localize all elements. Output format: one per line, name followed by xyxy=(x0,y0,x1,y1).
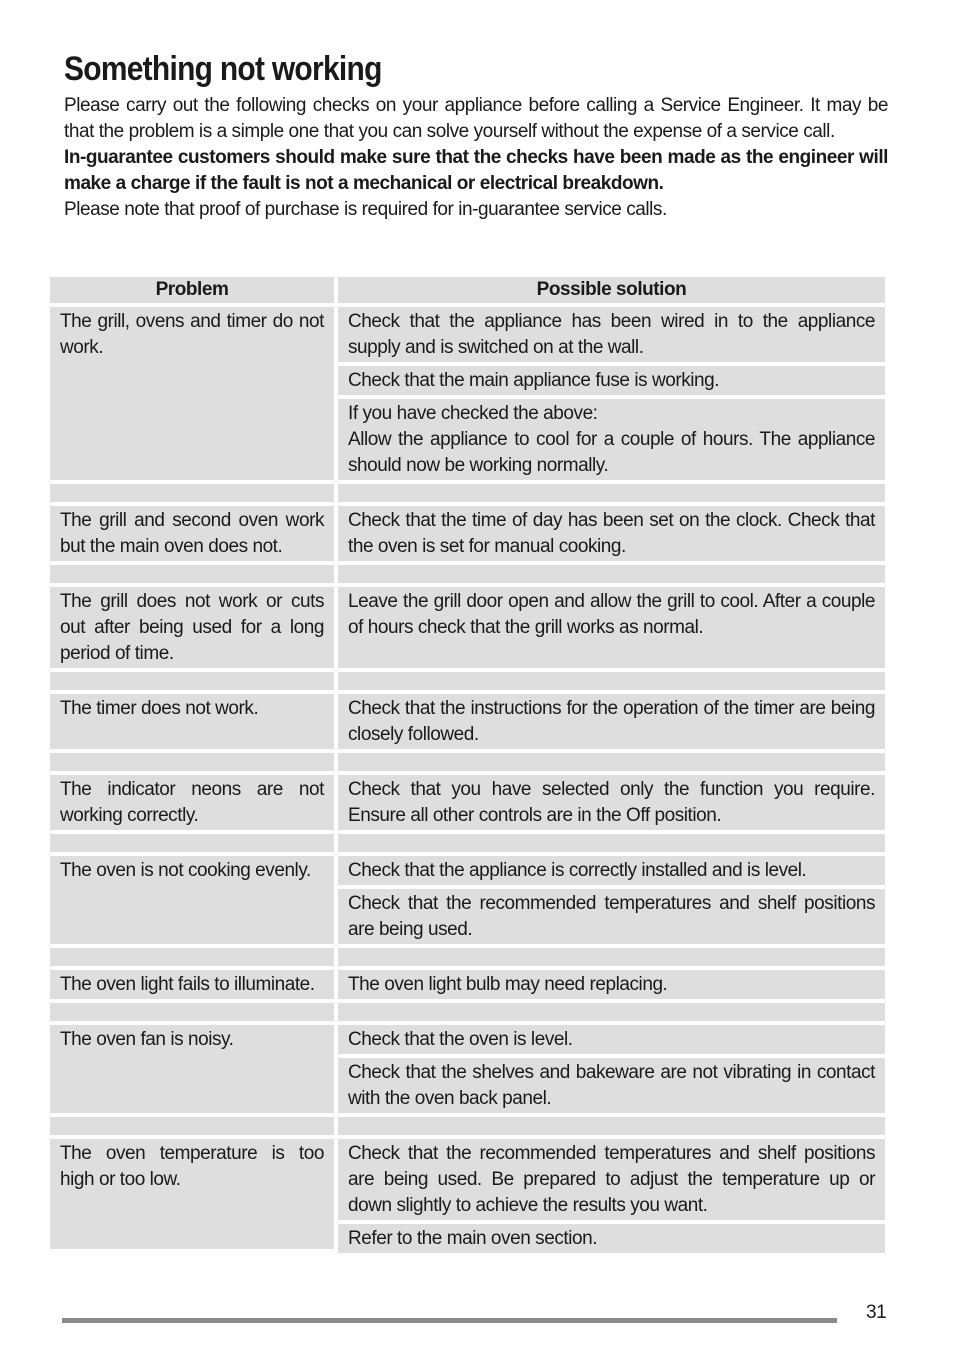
solution-line: Allow the appliance to cool for a couple of hours. The appliance should now be working normally. xyxy=(348,429,875,476)
solution-cell: Check that the appliance has been wired in to the appliance supply and is switched on at the wall. xyxy=(338,307,885,366)
page-number: 31 xyxy=(866,1302,887,1323)
table-row xyxy=(50,970,885,1003)
table-row xyxy=(50,1139,885,1224)
solution-cell: Leave the grill door open and allow the grill to cool. After a couple of hours check that the grill works as normal. xyxy=(338,587,885,672)
table-row xyxy=(50,307,885,366)
solution-cell: Check that the oven is level. xyxy=(338,1025,885,1058)
table-row xyxy=(50,856,885,889)
table-header-row xyxy=(50,277,885,307)
problem-column-header: Problem xyxy=(50,277,338,307)
solution-cell: Check that the recommended temperatures and shelf positions are being used. Be prepared to adjust the temperature up or down slightly to achieve the results you want. xyxy=(338,1139,885,1224)
solution-line: If you have checked the above: xyxy=(348,403,598,424)
table-row xyxy=(50,694,885,753)
problem-cell: The oven is not cooking evenly. xyxy=(50,856,338,948)
guarantee-warning: In-guarantee customers should make sure that the checks have been made as the engineer will make a charge if the fault is not a mechanical or electrical breakdown. xyxy=(64,147,888,194)
spacer-row xyxy=(50,1003,885,1025)
table-row xyxy=(50,587,885,672)
problem-cell: The grill, ovens and timer do not work. xyxy=(50,307,338,484)
solution-cell: Check that the time of day has been set on the clock. Check that the oven is set for manual cooking. xyxy=(338,506,885,565)
intro-paragraph: Please carry out the following checks on your appliance before calling a Service Engineer. It may be that the problem is a simple one that you can solve yourself without the expense of a service call. xyxy=(64,95,888,142)
solution-cell: Refer to the main oven section. xyxy=(338,1224,885,1253)
footer-divider xyxy=(62,1318,837,1323)
solution-cell: Check that the recommended temperatures and shelf positions are being used. xyxy=(338,889,885,948)
spacer-row xyxy=(50,565,885,587)
spacer-row xyxy=(50,753,885,775)
problem-cell: The indicator neons are not working correctly. xyxy=(50,775,338,834)
problem-cell: The timer does not work. xyxy=(50,694,338,753)
solution-cell xyxy=(338,399,885,484)
problem-cell: The oven light fails to illuminate. xyxy=(50,970,338,1003)
solution-cell: Check that the shelves and bakeware are not vibrating in contact with the oven back panel. xyxy=(338,1058,885,1117)
solution-cell: Check that the instructions for the operation of the timer are being closely followed. xyxy=(338,694,885,753)
spacer-row xyxy=(50,834,885,856)
table-row xyxy=(50,775,885,834)
spacer-row xyxy=(50,1117,885,1139)
problem-cell: The grill and second oven work but the main oven does not. xyxy=(50,506,338,565)
solution-column-header: Possible solution xyxy=(338,277,885,307)
spacer-row xyxy=(50,484,885,506)
proof-of-purchase-note: Please note that proof of purchase is required for in-guarantee service calls. xyxy=(64,199,667,220)
intro-section xyxy=(64,93,888,223)
spacer-row xyxy=(50,948,885,970)
table-row xyxy=(50,506,885,565)
solution-cell: Check that the main appliance fuse is working. xyxy=(338,366,885,399)
troubleshooting-table-container xyxy=(50,277,885,1253)
solution-cell: Check that you have selected only the function you require. Ensure all other controls are in the Off position. xyxy=(338,775,885,834)
problem-cell: The oven temperature is too high or too low. xyxy=(50,1139,338,1253)
table-row xyxy=(50,1025,885,1058)
spacer-row xyxy=(50,672,885,694)
solution-cell: The oven light bulb may need replacing. xyxy=(338,970,885,1003)
problem-cell: The grill does not work or cuts out after being used for a long period of time. xyxy=(50,587,338,672)
solution-cell: Check that the appliance is correctly installed and is level. xyxy=(338,856,885,889)
problem-cell: The oven fan is noisy. xyxy=(50,1025,338,1117)
troubleshooting-table xyxy=(50,277,885,1253)
page-title: Something not working xyxy=(64,50,382,88)
